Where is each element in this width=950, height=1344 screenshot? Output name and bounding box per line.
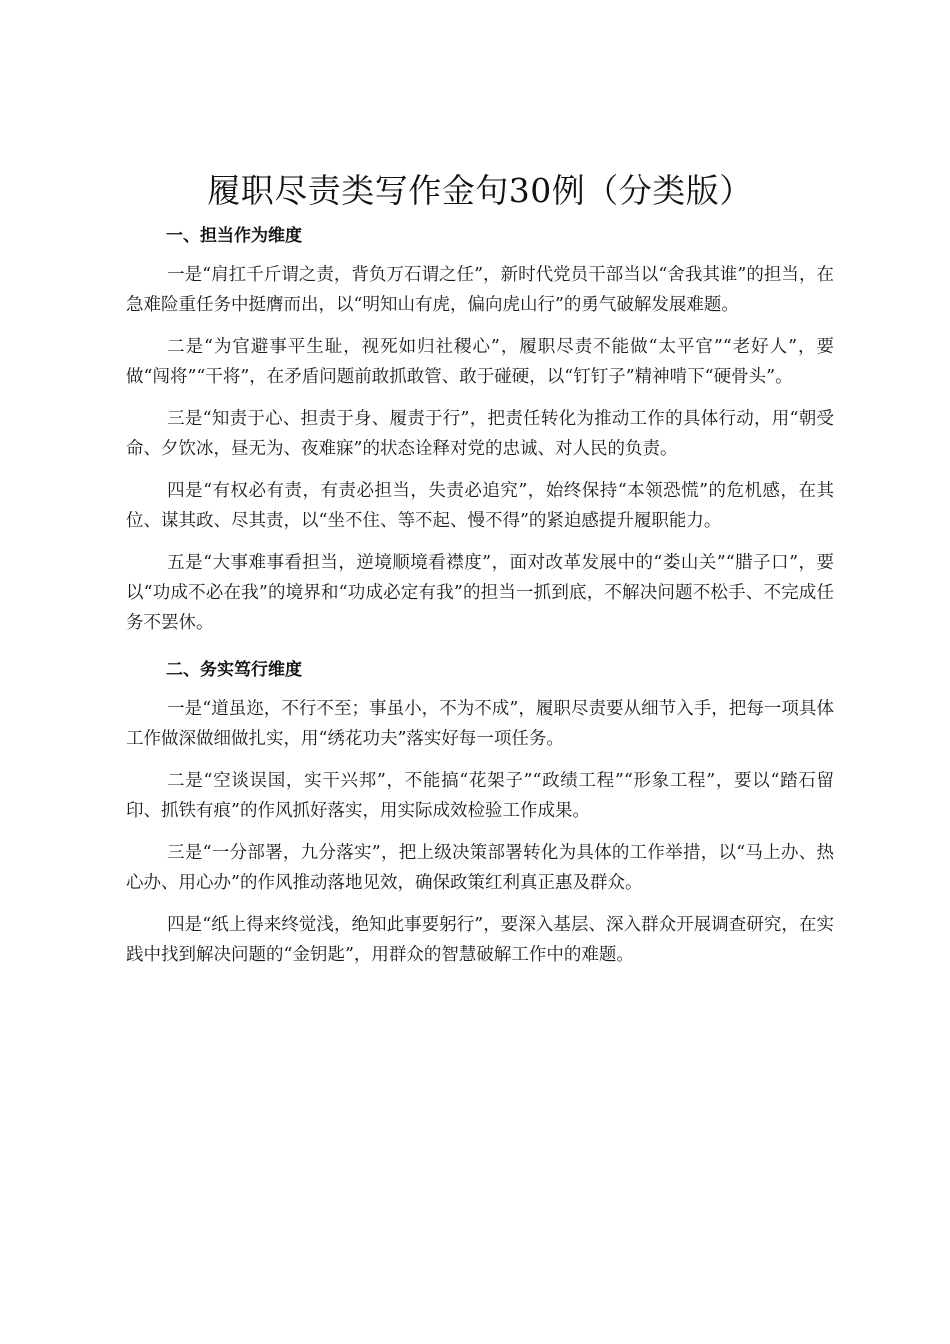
paragraph: 五是“大事难事看担当，逆境顺境看襟度”，面对改革发展中的“娄山关”“腊子口”，要以“功成不必在我”的境界和“功成必定有我”的担当一抓到底，不解决问题不松手、不完成任务不罢休。 bbox=[126, 553, 834, 633]
paragraph: 三是“知责于心、担责于身、履责于行”，把责任转化为推动工作的具体行动，用“朝受命、夕饮冰，昼无为、夜难寐”的状态诠释对党的忠诚、对人民的负责。 bbox=[126, 409, 834, 459]
document-title: 履职尽责类写作金句30例（分类版） bbox=[207, 171, 753, 210]
document-body bbox=[126, 166, 834, 982]
paragraph: 三是“一分部署，九分落实”，把上级决策部署转化为具体的工作举措，以“马上办、热心办、用心办”的作风推动落地见效，确保政策红利真正惠及群众。 bbox=[126, 843, 834, 893]
section-务实笃行 bbox=[126, 650, 834, 970]
section-heading: 二、务实笃行维度 bbox=[166, 660, 302, 680]
paragraph: 一是“道虽迩，不行不至；事虽小，不为不成”，履职尽责要从细节入手，把每一项具体工作做深做细做扎实，用“绣花功夫”落实好每一项任务。 bbox=[126, 699, 834, 749]
paragraph: 二是“为官避事平生耻，视死如归社稷心”，履职尽责不能做“太平官”“老好人”，要做“闯将”“干将”，在矛盾问题前敢抓敢管、敢于碰硬，以“钉钉子”精神啃下“硬骨头”。 bbox=[126, 337, 834, 387]
paragraph: 四是“有权必有责，有责必担当，失责必追究”，始终保持“本领恐慌”的危机感，在其位、谋其政、尽其责，以“坐不住、等不起、慢不得”的紧迫感提升履职能力。 bbox=[126, 481, 834, 531]
paragraph: 二是“空谈误国，实干兴邦”，不能搞“花架子”“政绩工程”“形象工程”，要以“踏石留印、抓铁有痕”的作风抓好落实，用实际成效检验工作成果。 bbox=[126, 771, 834, 821]
paragraph: 一是“肩扛千斤谓之责，背负万石谓之任”，新时代党员干部当以“舍我其谁”的担当，在急难险重任务中挺膺而出，以“明知山有虎，偏向虎山行”的勇气破解发展难题。 bbox=[126, 265, 834, 315]
section-heading: 一、担当作为维度 bbox=[166, 226, 302, 246]
section-担当作为 bbox=[126, 216, 834, 638]
paragraph: 四是“纸上得来终觉浅，绝知此事要躬行”，要深入基层、深入群众开展调查研究，在实践中找到解决问题的“金钥匙”，用群众的智慧破解工作中的难题。 bbox=[126, 915, 834, 965]
